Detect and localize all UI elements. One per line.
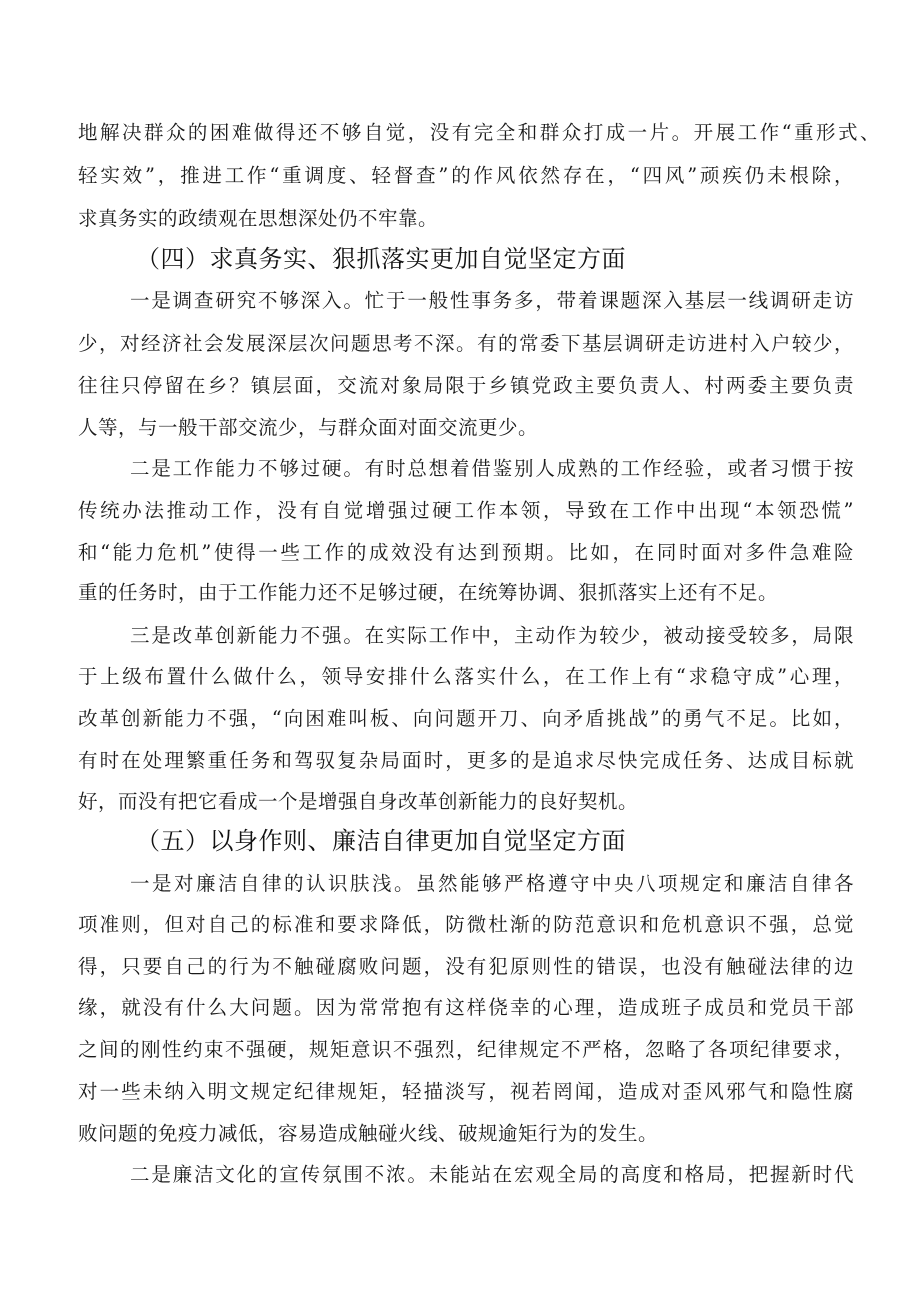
text-line: 好，而没有把它看成一个是增强自身改革创新能力的良好契机。 — [78, 790, 639, 813]
text-line: 之间的刚性约束不强硬，规矩意识不强烈，纪律规定不严格，忽略了各项纪律要求， — [78, 1038, 854, 1061]
text-line: 求真务实的政绩观在思想深处仍不牢靠。 — [78, 207, 439, 230]
section-heading-4: （四）求真务实、狠抓落实更加自觉坚定方面 — [136, 245, 626, 273]
text-line: 败问题的免疫力减低，容易造成触碰火线、破规逾矩行为的发生。 — [78, 1122, 659, 1145]
text-line: 有时在处理繁重任务和驾驭复杂局面时，更多的是追求尽快完成任务、达成目标就 — [78, 749, 854, 772]
text-line: 缘，就没有什么大问题。因为常常抱有这样侥幸的心理，造成班子成员和党员干部 — [78, 996, 854, 1019]
text-line: 重的任务时，由于工作能力还不足够过硬，在统筹协调、狠抓落实上还有不足。 — [78, 581, 779, 604]
text-line: 和“能力危机”使得一些工作的成效没有达到预期。比如，在同时面对多件急难险 — [78, 541, 854, 564]
text-line: 轻实效”，推进工作“重调度、轻督查”的作风依然存在，“四风”顽疾仍未根除， — [78, 164, 854, 187]
text-line: 三是改革创新能力不强。在实际工作中，主动作为较少，被动接受较多，局限 — [130, 624, 854, 647]
text-line: 二是工作能力不够过硬。有时总想着借鉴别人成熟的工作经验，或者习惯于按 — [130, 457, 854, 480]
text-line: 改革创新能力不强，“向困难叫板、向问题开刀、向矛盾挑战”的勇气不足。比如， — [78, 707, 854, 730]
text-line: 传统办法推动工作，没有自觉增强过硬工作本领，导致在工作中出现“本领恐慌” — [78, 499, 854, 522]
text-line: 得，只要自己的行为不触碰腐败问题，没有犯原则性的错误，也没有触碰法律的边 — [78, 955, 854, 978]
text-line: 一是对廉洁自律的认识肤浅。虽然能够严格遵守中央八项规定和廉洁自律各 — [130, 872, 854, 895]
text-line: 人等，与一般干部交流少，与群众面对面交流更少。 — [78, 416, 539, 439]
text-line: 对一些未纳入明文规定纪律规矩，轻描淡写，视若罔闻，造成对歪风邪气和隐性腐 — [78, 1080, 854, 1103]
text-line: 地解决群众的困难做得还不够自觉，没有完全和群众打成一片。开展工作“重形式、 — [78, 121, 880, 144]
text-line: 二是廉洁文化的宣传氛围不浓。未能站在宏观全局的高度和格局，把握新时代 — [130, 1163, 854, 1186]
text-line: 于上级布置什么做什么，领导安排什么落实什么，在工作上有“求稳守成”心理， — [78, 665, 854, 688]
text-line: 一是调查研究不够深入。忙于一般性事务多，带着课题深入基层一线调研走访 — [130, 289, 854, 312]
text-line: 少，对经济社会发展深层次问题思考不深。有的常委下基层调研走访进村入户较少， — [78, 332, 854, 355]
text-line: 往往只停留在乡？镇层面，交流对象局限于乡镇党政主要负责人、村两委主要负责 — [78, 374, 854, 397]
section-heading-5: （五）以身作则、廉洁自律更加自觉坚定方面 — [136, 827, 626, 855]
text-line: 项准则，但对自己的标准和要求降低，防微杜渐的防范意识和危机意识不强，总觉 — [78, 913, 854, 936]
